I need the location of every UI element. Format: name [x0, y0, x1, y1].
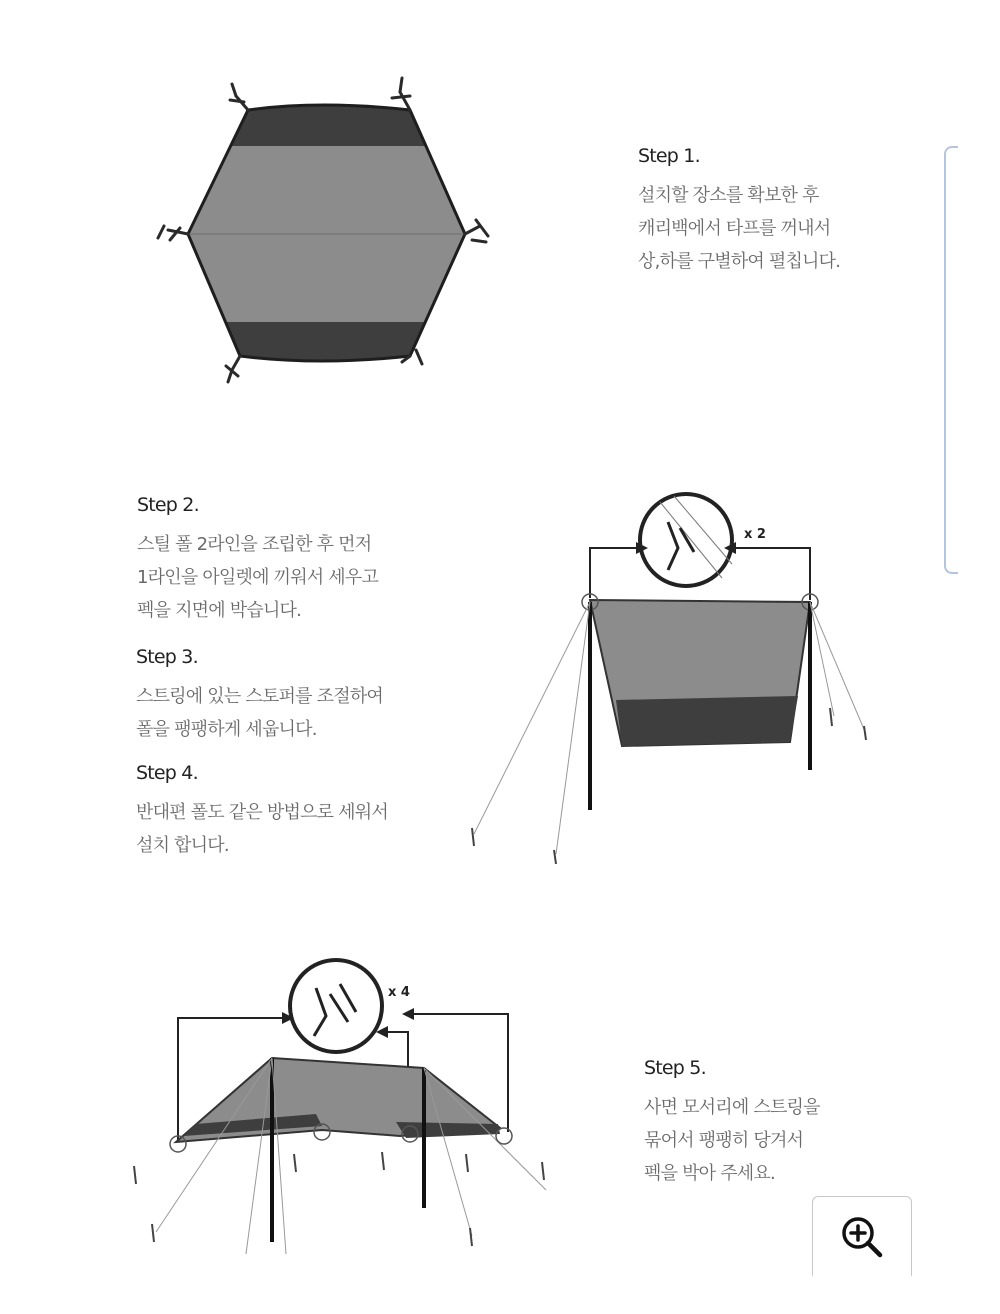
step-line: 상,하를 구별하여 펼칩니다.	[638, 251, 841, 272]
tarp-full-setup-illustration	[126, 954, 566, 1264]
step-line: 1라인을 아일렛에 끼워서 세우고	[137, 567, 379, 588]
step-title: Step 4.	[136, 762, 198, 784]
step-2	[137, 494, 378, 627]
tarp-pitched-illustration	[460, 478, 880, 870]
zoom-in-button[interactable]	[812, 1196, 912, 1276]
step-5	[644, 1057, 820, 1190]
step2-multiplier: x 2	[744, 527, 766, 542]
step-3	[136, 646, 383, 746]
step-4	[136, 762, 388, 862]
step-line: 반대편 폴도 같은 방법으로 세워서	[136, 802, 388, 823]
step-line: 펙을 박아 주세요.	[644, 1163, 775, 1184]
step-title: Step 3.	[136, 646, 198, 668]
step-1	[638, 145, 840, 278]
step5-multiplier: x 4	[388, 985, 410, 1000]
step-line: 캐리백에서 타프를 꺼내서	[638, 218, 831, 239]
step-line: 사면 모서리에 스트링을	[644, 1097, 820, 1118]
zoom-in-icon	[839, 1214, 885, 1260]
step-title: Step 5.	[644, 1057, 706, 1079]
step-line: 폴을 팽팽하게 세웁니다.	[136, 719, 317, 740]
step-line: 설치 합니다.	[136, 835, 229, 856]
step-line: 스틸 폴 2라인을 조립한 후 먼저	[137, 534, 372, 555]
step-line: 스트링에 있는 스토퍼를 조절하여	[136, 686, 383, 707]
step-line: 묶어서 팽팽히 당겨서	[644, 1130, 804, 1151]
step-line: 펙을 지면에 박습니다.	[137, 600, 302, 621]
step-title: Step 2.	[137, 494, 199, 516]
tarp-flat-illustration	[140, 70, 500, 400]
step-title: Step 1.	[638, 145, 700, 167]
scrollbar-handle[interactable]	[944, 146, 958, 574]
step-line: 설치할 장소를 확보한 후	[638, 185, 819, 206]
